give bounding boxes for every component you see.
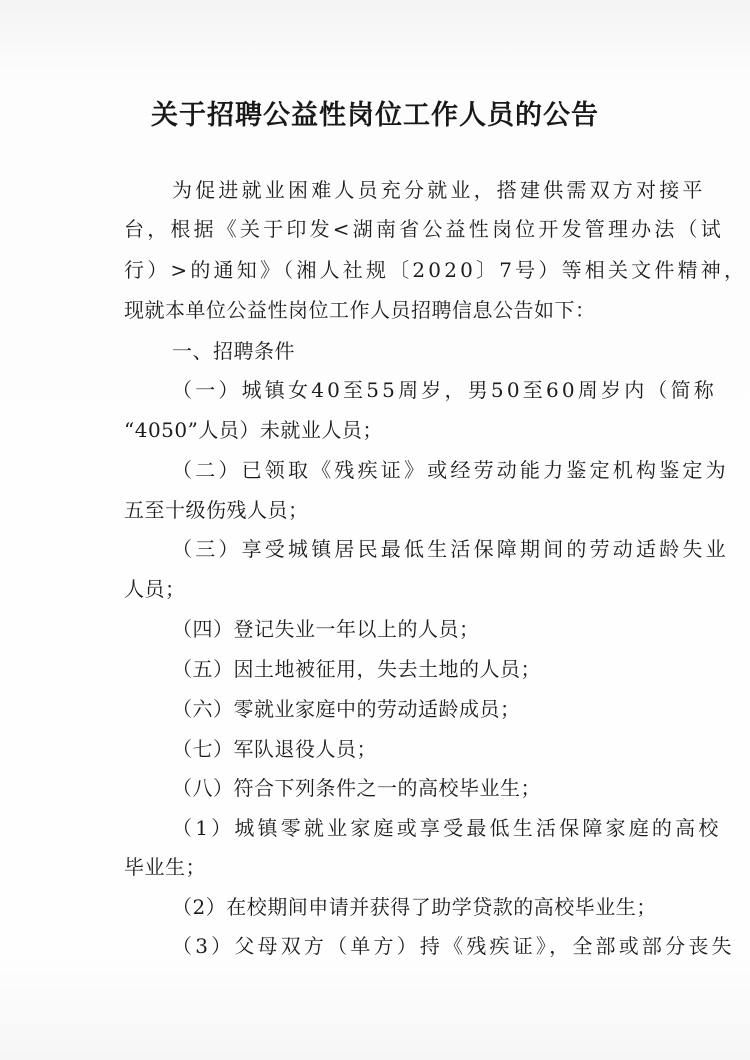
subcondition-2: （2）在校期间申请并获得了助学贷款的高校毕业生； bbox=[172, 895, 657, 919]
condition-3-line-2: 人员； bbox=[124, 577, 186, 601]
intro-line-1: 为促进就业困难人员充分就业，搭建供需双方对接平 bbox=[172, 178, 706, 202]
condition-5: （五）因土地被征用，失去土地的人员； bbox=[172, 657, 541, 681]
condition-6: （六）零就业家庭中的劳动适龄成员； bbox=[172, 697, 521, 721]
intro-line-4: 现就本单位公益性岗位工作人员招聘信息公告如下： bbox=[124, 298, 596, 322]
subcondition-1-line-2: 毕业生； bbox=[124, 855, 206, 879]
intro-line-3: 行）>的通知》（湘人社规〔2020〕7号）等相关文件精神， bbox=[124, 258, 748, 282]
intro-line-2: 台，根据《关于印发<湖南省公益性岗位开发管理办法（试 bbox=[124, 217, 724, 241]
condition-4: （四）登记失业一年以上的人员； bbox=[172, 617, 480, 641]
condition-7: （七）军队退役人员； bbox=[172, 737, 377, 761]
condition-2-line-1: （二）已领取《残疾证》或经劳动能力鉴定机构鉴定为 bbox=[172, 458, 729, 482]
condition-1-line-2: “4050”人员）未就业人员； bbox=[124, 418, 383, 442]
condition-8: （八）符合下列条件之一的高校毕业生； bbox=[172, 776, 541, 800]
subcondition-1-line-1: （1）城镇零就业家庭或享受最低生活保障家庭的高校 bbox=[172, 816, 722, 840]
condition-1-line-1: （一）城镇女40至55周岁，男50至60周岁内（简称 bbox=[172, 378, 717, 402]
section-heading: 一、招聘条件 bbox=[172, 339, 295, 363]
condition-3-line-1: （三）享受城镇居民最低生活保障期间的劳动适龄失业 bbox=[172, 537, 729, 561]
subcondition-3-line-1: （3）父母双方（单方）持《残疾证》，全部或部分丧失 bbox=[172, 934, 735, 958]
document-title: 关于招聘公益性岗位工作人员的公告 bbox=[151, 100, 599, 131]
condition-2-line-2: 五至十级伤残人员； bbox=[124, 498, 309, 522]
